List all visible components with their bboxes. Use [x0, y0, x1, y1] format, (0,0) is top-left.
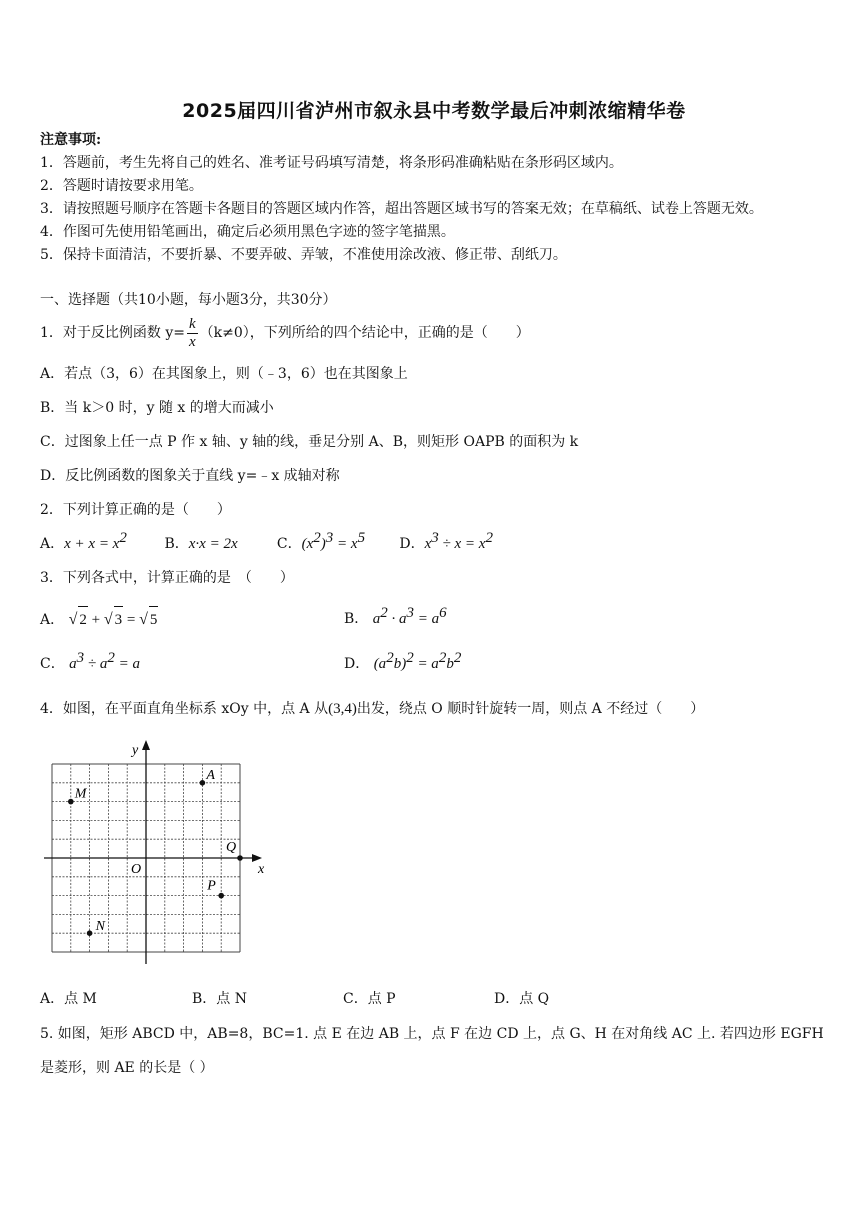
q3-a-rad3: 5	[149, 606, 159, 633]
q3-option-b	[344, 606, 447, 632]
x-axis-arrow-icon	[252, 854, 262, 862]
point-q	[237, 855, 243, 861]
notice-heading: 注意事项:	[40, 132, 102, 148]
q2-d-label: D．	[399, 536, 425, 552]
q3-c-exp2: 2	[107, 650, 115, 666]
q1-option-a: A．若点（3，6）在其图象上，则（﹣3，6）也在其图象上	[40, 366, 408, 382]
page-title: 2025届四川省泸州市叙永县中考数学最后冲刺浓缩精华卷	[182, 100, 686, 122]
point-label-m: M	[74, 786, 87, 802]
q2-options	[40, 530, 493, 554]
q4-stem-b: 出发，绕点 O 顺时针旋转一周，则点 A 不经过（ ）	[356, 701, 705, 717]
q3-d-math-d: b	[446, 656, 454, 672]
q3-d-label: D．	[344, 656, 370, 672]
q2-option-b	[164, 534, 272, 554]
notice-item-1: 1．答题前，考生先将自己的姓名、准考证号码填写清楚，将条形码准确粘贴在条形码区域内。	[40, 155, 623, 171]
question-5-line-2: 是菱形，则 AE 的长是（ ）	[40, 1060, 214, 1076]
point-n	[87, 930, 93, 936]
q2-c-exp1: 2	[313, 530, 321, 546]
q4-coordinate-figure	[40, 740, 280, 975]
q3-d-math-a: (a	[373, 656, 387, 672]
q2-c-exp3: 5	[357, 530, 366, 546]
sqrt-icon: √	[103, 611, 113, 628]
q4-option-c: C．点 P	[343, 991, 396, 1007]
q3-d-exp4: 2	[453, 650, 462, 666]
q4-stem-a: 4．如图，在平面直角坐标系 xOy 中，点 A 从	[40, 701, 329, 717]
q1-option-d: D．反比例函数的图象关于直线 y=﹣x 成轴对称	[40, 468, 340, 484]
point-a	[200, 780, 206, 786]
q2-c-math-c: = x	[333, 536, 358, 552]
q3-b-exp2: 3	[406, 605, 414, 621]
q4-option-b: B．点 N	[192, 991, 247, 1007]
q2-d-math-b: ÷ x = x	[438, 536, 486, 552]
y-axis-arrow-icon	[142, 740, 150, 750]
q4-options	[40, 989, 549, 1009]
q1-frac-num: k	[189, 315, 196, 332]
q3-d-exp1: 2	[386, 650, 394, 666]
q2-d-exp1: 3	[431, 530, 439, 546]
q2-a-exp: 2	[119, 530, 127, 546]
q3-option-a	[40, 606, 158, 633]
q2-option-a	[40, 530, 160, 554]
q2-c-label: C．	[276, 536, 302, 552]
q2-d-exp2: 2	[485, 530, 493, 546]
q3-option-d	[344, 651, 461, 677]
x-axis-label: x	[258, 862, 265, 877]
question-1-stem	[40, 314, 530, 352]
q1-frac-den: x	[189, 333, 196, 350]
notice-item-4: 4．作图可先使用铅笔画出，确定后必须用黑色字迹的签字笔描黑。	[40, 224, 455, 240]
q3-option-c	[40, 651, 140, 677]
notice-item-2: 2．答题时请按要求用笔。	[40, 178, 203, 194]
q3-b-math-b: · a	[387, 611, 407, 627]
q2-option-d	[399, 530, 493, 554]
q3-d-exp2: 2	[406, 650, 414, 666]
q3-a-rad1: 2	[78, 606, 88, 633]
q2-c-math-a: (x	[301, 536, 314, 552]
question-5-line-1: 5. 如图，矩形 ABCD 中，AB=8，BC=1. 点 E 在边 AB 上，点 F 在边 CD 上，点 G、H 在对角线 AC 上. 若四边形 EGFH	[40, 1026, 824, 1042]
point-p	[218, 893, 224, 899]
q2-d-math-a: x	[424, 536, 432, 552]
points	[68, 768, 243, 936]
q1-prefix: 1．对于反比例函数 y=	[40, 325, 185, 341]
q2-a-label: A．	[40, 536, 65, 552]
sqrt-icon: √	[139, 611, 148, 628]
q3-a-label: A．	[40, 612, 65, 628]
question-4-stem	[40, 699, 704, 719]
q3-a-rad2: 3	[114, 606, 124, 633]
q2-c-math-b: )	[320, 536, 326, 552]
q2-a-math: x + x = x	[64, 536, 120, 552]
q3-b-label: B．	[344, 611, 369, 627]
q1-option-b: B．当 k＞0 时，y 随 x 的增大而减小	[40, 400, 274, 416]
q1-option-c: C．过图象上任一点 P 作 x 轴、y 轴的线，垂足分别 A、B，则矩形 OAPB 的面积为 k	[40, 434, 579, 450]
q2-c-exp2: 3	[325, 530, 334, 546]
q3-c-math-b: ÷ a	[84, 656, 108, 672]
q2-b-label: B．	[164, 536, 189, 552]
q3-b-math-c: = a	[414, 611, 440, 627]
q3-a-math	[69, 612, 159, 628]
q3-c-math-c: = a	[114, 656, 141, 672]
sqrt-icon: √	[68, 611, 78, 628]
q3-d-math-c: = a	[413, 656, 439, 672]
point-label-p: P	[207, 878, 216, 894]
notice-item-3: 3．请按照题号顺序在答题卡各题目的答题区域内作答，超出答题区域书写的答案无效；在草稿纸、试卷上答题无效。	[40, 201, 763, 217]
section-heading: 一、选择题（共10小题，每小题3分，共30分）	[40, 292, 337, 308]
q1-fraction	[187, 316, 198, 351]
point-label-a: A	[206, 767, 215, 783]
q2-option-c	[276, 530, 395, 554]
q4-stem-math: (3,4)	[328, 701, 357, 717]
y-axis-label: y	[132, 743, 139, 758]
q3-a-eq: =	[123, 612, 140, 628]
origin-label: O	[131, 862, 142, 877]
q3-b-math-a: a	[372, 611, 381, 627]
q3-d-exp3: 2	[438, 650, 447, 666]
q2-b-math: x·x = 2x	[188, 536, 238, 552]
q3-d-math-b: b)	[393, 656, 407, 672]
q3-a-plus: +	[87, 612, 104, 628]
point-m	[68, 799, 74, 805]
notice-item-5: 5．保持卡面清洁，不要折暴、不要弄破、弄皱，不准使用涂改液、修正带、刮纸刀。	[40, 247, 567, 263]
q1-suffix: （k≠0），下列所给的四个结论中，正确的是（ ）	[199, 325, 530, 341]
point-label-n: N	[95, 919, 105, 935]
q4-option-d: D．点 Q	[494, 991, 550, 1007]
q4-option-a: A．点 M	[40, 991, 97, 1007]
q3-c-math-a: a	[69, 656, 77, 672]
question-3-stem: 3．下列各式中，计算正确的是 （ ）	[40, 570, 294, 586]
question-2-stem: 2．下列计算正确的是（ ）	[40, 502, 231, 518]
q3-b-exp1: 2	[380, 605, 388, 621]
q3-c-exp1: 3	[76, 650, 85, 666]
q3-b-exp3: 6	[439, 605, 447, 621]
q3-c-label: C．	[40, 656, 65, 672]
point-label-q: Q	[226, 840, 237, 855]
